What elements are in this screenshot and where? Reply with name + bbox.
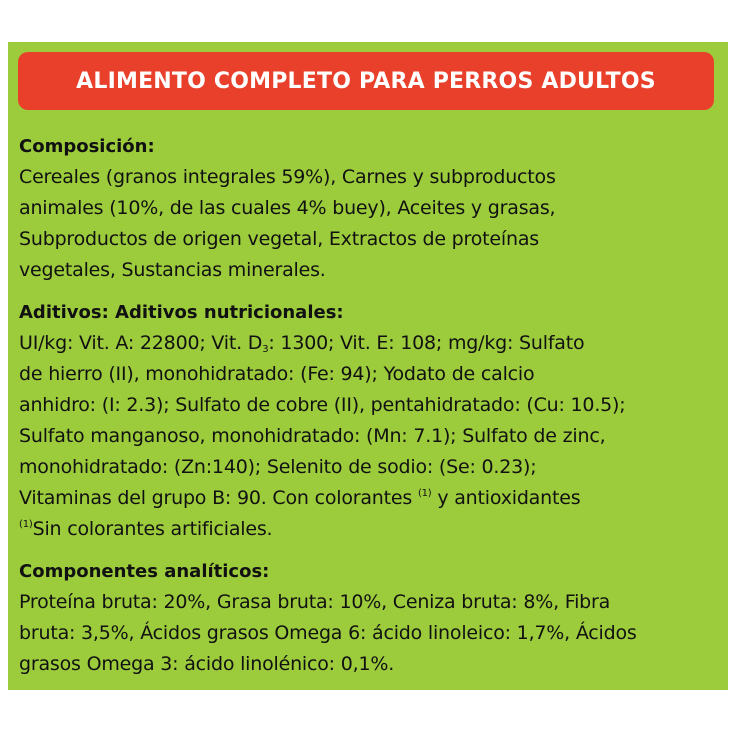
aditivos-line-text: : 1300; Vit. E: 108; mg/kg: Sulfato xyxy=(268,332,585,354)
aditivos-line xyxy=(19,483,719,514)
analiticos-heading: Componentes analíticos: xyxy=(19,561,270,582)
footnote-line xyxy=(19,514,719,545)
footnote-marker: (1) xyxy=(19,519,33,530)
composicion-line: Cereales (granos integrales 59%), Carnes y subproductos xyxy=(19,166,556,188)
aditivos-line: monohidratado: (Zn:140); Selenito de sodio: (Se: 0.23); xyxy=(19,456,537,478)
product-label-panel xyxy=(8,42,728,690)
aditivos-line-text: UI/kg: Vit. A: 22800; Vit. D xyxy=(19,332,263,354)
composicion-line: vegetales, Sustancias minerales. xyxy=(19,259,326,281)
header-banner xyxy=(18,52,714,110)
footnote-text: Sin colorantes artificiales. xyxy=(32,518,273,540)
analiticos-line: grasos Omega 3: ácido linolénico: 0,1%. xyxy=(19,653,395,675)
composicion-line: animales (10%, de las cuales 4% buey), Aceites y grasas, xyxy=(19,197,556,219)
label-content xyxy=(19,132,719,680)
aditivos-line-text: Vitaminas del grupo B: 90. Con colorantes xyxy=(19,487,418,509)
aditivos-line-text: y antioxidantes xyxy=(431,487,581,509)
header-title: ALIMENTO COMPLETO PARA PERROS ADULTOS xyxy=(76,68,656,94)
analiticos-line: bruta: 3,5%, Ácidos grasos Omega 6: ácido linoleico: 1,7%, Ácidos xyxy=(19,622,637,644)
composicion-heading: Composición: xyxy=(19,136,155,157)
analiticos-line: Proteína bruta: 20%, Grasa bruta: 10%, Ceniza bruta: 8%, Fibra xyxy=(19,591,611,613)
aditivos-line: de hierro (II), monohidratado: (Fe: 94); Yodato de calcio xyxy=(19,363,535,385)
aditivos-heading: Aditivos: Aditivos nutricionales: xyxy=(19,302,344,323)
composicion-line: Subproductos de origen vegetal, Extractos de proteínas xyxy=(19,228,539,250)
aditivos-line xyxy=(19,328,719,359)
aditivos-line: anhidro: (I: 2.3); Sulfato de cobre (II), pentahidratado: (Cu: 10.5); xyxy=(19,394,626,416)
footnote-marker: (1) xyxy=(417,488,432,499)
aditivos-line: Sulfato manganoso, monohidratado: (Mn: 7.1); Sulfato de zinc, xyxy=(19,425,606,447)
vitamin-d-subscript: 3 xyxy=(262,344,269,355)
